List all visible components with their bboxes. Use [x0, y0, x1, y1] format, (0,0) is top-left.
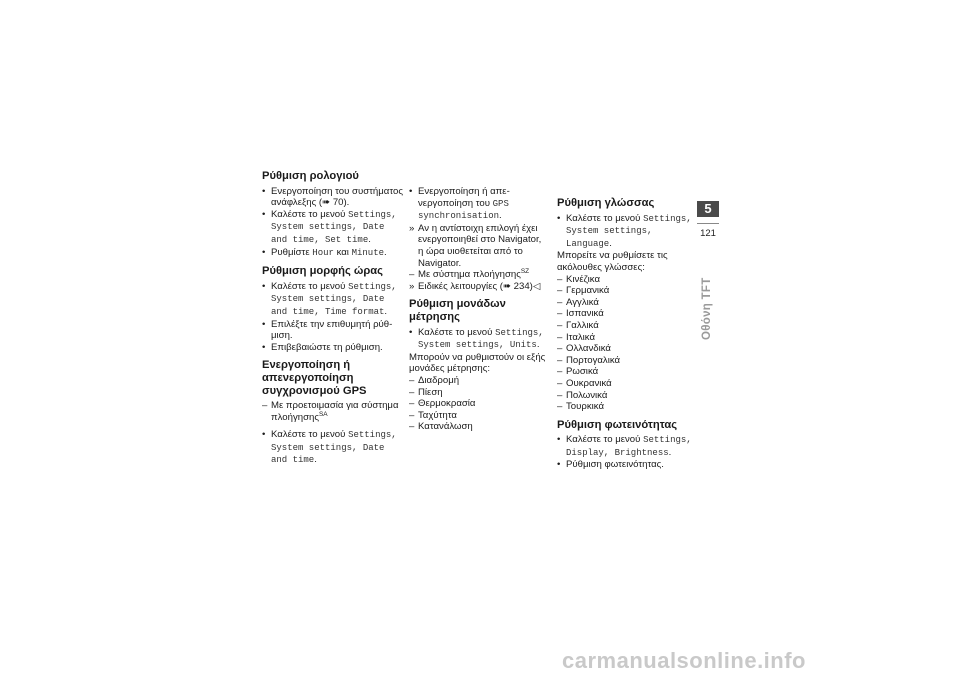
- list-item: – Γαλλικά: [557, 319, 599, 331]
- bullet-item: • Ρύθμιση φωτεινότητας.: [557, 459, 664, 471]
- bullet-icon: •: [409, 326, 413, 338]
- option-code: SZ: [520, 267, 530, 275]
- menu-path: Settings, System settings, Date and time, Set time: [271, 209, 397, 245]
- list-item: – Ολλανδικά: [557, 343, 611, 355]
- dash-icon: –: [557, 273, 563, 285]
- list-item: – Ισπανικά: [557, 308, 604, 320]
- bullet-icon: •: [557, 212, 561, 224]
- dash-icon: –: [409, 409, 415, 421]
- bullet-icon: •: [262, 185, 266, 197]
- section-language: [557, 197, 692, 413]
- heading-brightness: Ρύθμιση φωτεινότητας: [557, 418, 678, 431]
- dash-icon: –: [557, 285, 563, 297]
- bullet-item: • Καλέστε το μενού Settings, System settings, Units.: [409, 326, 544, 351]
- section-gps-sync: [262, 359, 404, 467]
- bullet-icon: •: [262, 208, 266, 220]
- languages-list: [557, 274, 692, 413]
- result-arrow-icon: »: [409, 222, 415, 234]
- dash-icon: –: [409, 269, 415, 281]
- watermark: carmanualsonline.info: [562, 648, 806, 673]
- dash-item: – Με σύστημα πλοήγησης$^{SZ}$: [409, 267, 530, 281]
- menu-path: Settings, System settings, Units: [418, 327, 544, 351]
- section-brightness: [557, 419, 692, 471]
- dash-icon: –: [409, 421, 415, 433]
- paragraph: Μπορείτε να ρυθμίσετε τις ακόλουθες γλώσσες:: [557, 250, 668, 273]
- dash-icon: –: [557, 354, 563, 366]
- divider: [697, 223, 719, 224]
- bullet-item: • Επιλέξτε την επιθυμητή ρύθ-μιση.: [262, 318, 393, 342]
- dash-icon: –: [557, 343, 563, 355]
- list-item: – Ουκρανικά: [557, 377, 612, 389]
- dash-icon: –: [557, 308, 563, 320]
- list-item: – Ταχύτητα: [409, 409, 457, 421]
- dash-icon: –: [557, 296, 563, 308]
- list-item: – Πολωνικά: [557, 389, 608, 401]
- bullet-item: • Επιβεβαιώστε τη ρύθμιση.: [262, 341, 383, 353]
- section-time-format: [262, 265, 404, 353]
- bullet-icon: •: [262, 280, 266, 292]
- paragraph: Μπορούν να ρυθμιστούν οι εξής μονάδες μέτρησης:: [409, 351, 546, 375]
- dash-icon: –: [557, 366, 563, 378]
- bullet-item: • Ρυθμίστε Hour και Minute.: [262, 246, 387, 258]
- list-item: – Ρωσικά: [557, 366, 599, 378]
- list-item: – Πορτογαλικά: [557, 354, 621, 366]
- bullet-icon: •: [409, 186, 413, 197]
- list-item: – Ιταλικά: [557, 331, 596, 343]
- heading-clock: Ρύθμιση ρολογιού: [262, 170, 359, 182]
- dash-icon: –: [409, 386, 415, 398]
- dash-icon: –: [557, 319, 563, 331]
- result-item: » Αν η αντίστοιχη επιλογή έχει ενεργοποιηθεί στο Navigator, η ώρα υιοθετείται από το Navigator.: [409, 222, 542, 269]
- list-item: – Πίεση: [409, 386, 443, 398]
- dash-icon: –: [557, 377, 563, 389]
- heading-units: Ρύθμιση μονάδων μέτρησης: [409, 298, 506, 323]
- chapter-title: Οθόνη TFT: [701, 277, 713, 340]
- list-item: – Γερμανικά: [557, 285, 610, 297]
- bullet-item: • Καλέστε το μενού Settings, System settings, Date and time, Set time.: [262, 208, 397, 245]
- bullet-icon: •: [262, 318, 266, 330]
- heading-gps-sync: Ενεργοποίηση ή απενεργοποίηση συγχρονισμού GPS: [262, 359, 367, 397]
- bullet-item: • Καλέστε το μενού Settings, Display, Brightness.: [557, 434, 692, 458]
- dash-icon: –: [557, 401, 563, 413]
- list-item: – Διαδρομή: [409, 374, 460, 386]
- menu-path: Settings, System settings, Date and time: [271, 430, 397, 466]
- bullet-icon: •: [262, 429, 266, 441]
- menu-path: Settings, System settings, Language: [566, 213, 692, 249]
- column-1: [262, 170, 404, 473]
- bullet-item: • Ενεργοποίηση του συστήματος ανάφλεξης (➠ 70).: [262, 185, 403, 209]
- units-list: [409, 375, 547, 433]
- bullet-item: • Καλέστε το μενού Settings, System settings, Language.: [557, 212, 692, 249]
- dash-icon: –: [557, 389, 563, 401]
- column-3: [557, 197, 692, 477]
- list-item: – Τουρκικά: [557, 401, 604, 413]
- menu-path: Settings, System settings, Date and time, Time format: [271, 281, 397, 317]
- dash-icon: –: [262, 400, 268, 412]
- bullet-item: • Καλέστε το μενού Settings, System settings, Date and time, Time format.: [262, 280, 397, 317]
- heading-time-format: Ρύθμιση μορφής ώρας: [262, 265, 383, 278]
- bullet-item: • Καλέστε το μενού Settings, System settings, Date and time.: [262, 429, 397, 466]
- column-2: [409, 186, 547, 439]
- bullet-item: • Ενεργοποίηση ή απε-νεργοποίηση του GPS synchronisation.: [409, 186, 510, 222]
- menu-option: GPS synchronisation: [418, 198, 509, 222]
- section-clock: [262, 170, 404, 259]
- bullet-icon: •: [557, 459, 561, 471]
- bullet-icon: •: [262, 341, 266, 353]
- menu-option: Minute: [351, 247, 385, 258]
- dash-item: – Με προετοιμασία για σύστημα πλοήγησης$^{SA}$: [262, 400, 399, 423]
- dash-icon: –: [409, 374, 415, 386]
- page-number: 121: [700, 228, 716, 239]
- list-item: – Κινέζικα: [557, 273, 601, 285]
- dash-icon: –: [409, 398, 415, 410]
- section-units: [409, 298, 547, 433]
- dash-icon: –: [557, 331, 563, 343]
- list-item: – Κατανάλωση: [409, 421, 473, 433]
- bullet-icon: •: [262, 246, 266, 258]
- menu-option: Hour: [312, 247, 334, 258]
- chapter-number: 5: [697, 201, 719, 217]
- heading-language: Ρύθμιση γλώσσας: [557, 197, 655, 209]
- result-arrow-icon: »: [409, 280, 415, 292]
- section-gps-sync-continued: [409, 186, 547, 292]
- list-item: – Αγγλικά: [557, 296, 599, 308]
- bullet-icon: •: [557, 434, 561, 446]
- result-item: » Ειδικές λειτουργίες (➠ 234)◁: [409, 280, 541, 292]
- menu-path: Settings, Display, Brightness: [566, 435, 692, 458]
- option-code: SA: [318, 410, 328, 418]
- list-item: – Θερμοκρασία: [409, 398, 476, 410]
